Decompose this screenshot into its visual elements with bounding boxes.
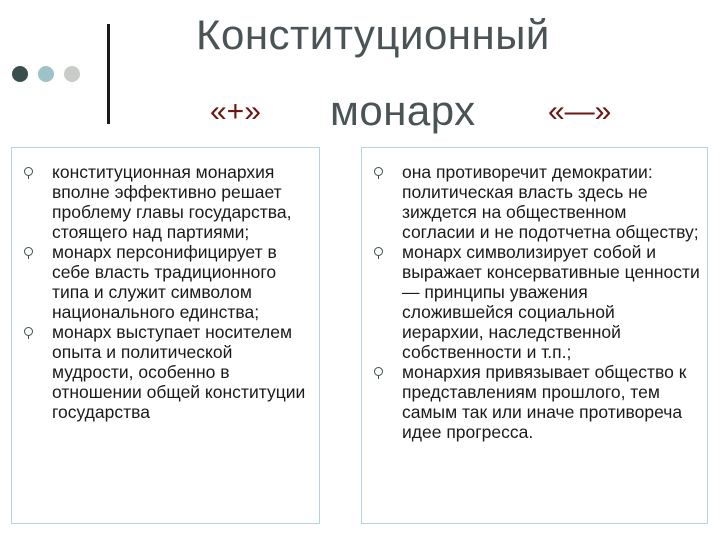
dot-grey-icon	[64, 66, 80, 82]
bullet-icon	[24, 167, 33, 176]
list-item: конституционная монархия вполне эффективно решает проблему главы государства, стоящего над партиями;	[22, 162, 313, 242]
pros-label: «+»	[210, 95, 261, 128]
list-item: она противоречит демократии: политическая власть здесь не зиждется на общественном согласии и не подотчетна обществу;	[372, 162, 701, 242]
vertical-divider	[107, 24, 110, 124]
bullet-icon	[374, 167, 383, 176]
bullet-icon	[374, 367, 383, 376]
slide-title-line2: монарх	[330, 87, 476, 134]
decorative-dots	[12, 66, 92, 82]
cons-panel	[361, 147, 708, 524]
dot-dark-icon	[12, 66, 28, 82]
pros-panel	[11, 147, 320, 524]
list-item: монархия привязывает общество к представлениям прошлого, тем самым так или иначе противореча идее прогресса.	[372, 362, 701, 442]
slide-title: Конституционный	[196, 11, 550, 58]
bullet-icon	[24, 327, 33, 336]
list-item: монарх символизирует собой и выражает консервативные ценности — принципы уважения сложившейся социальной иерархии, наследственной собственности и т.п.;	[372, 242, 701, 362]
list-item: монарх персонифицирует в себе власть традиционного типа и служит символом национального единства;	[22, 242, 313, 322]
bullet-icon	[24, 247, 33, 256]
cons-label: «—»	[548, 95, 612, 128]
dot-teal-icon	[38, 66, 54, 82]
list-item: монарх выступает носителем опыта и политической мудрости, особенно в отношении общей конституции государства	[22, 322, 313, 422]
bullet-icon	[374, 247, 383, 256]
